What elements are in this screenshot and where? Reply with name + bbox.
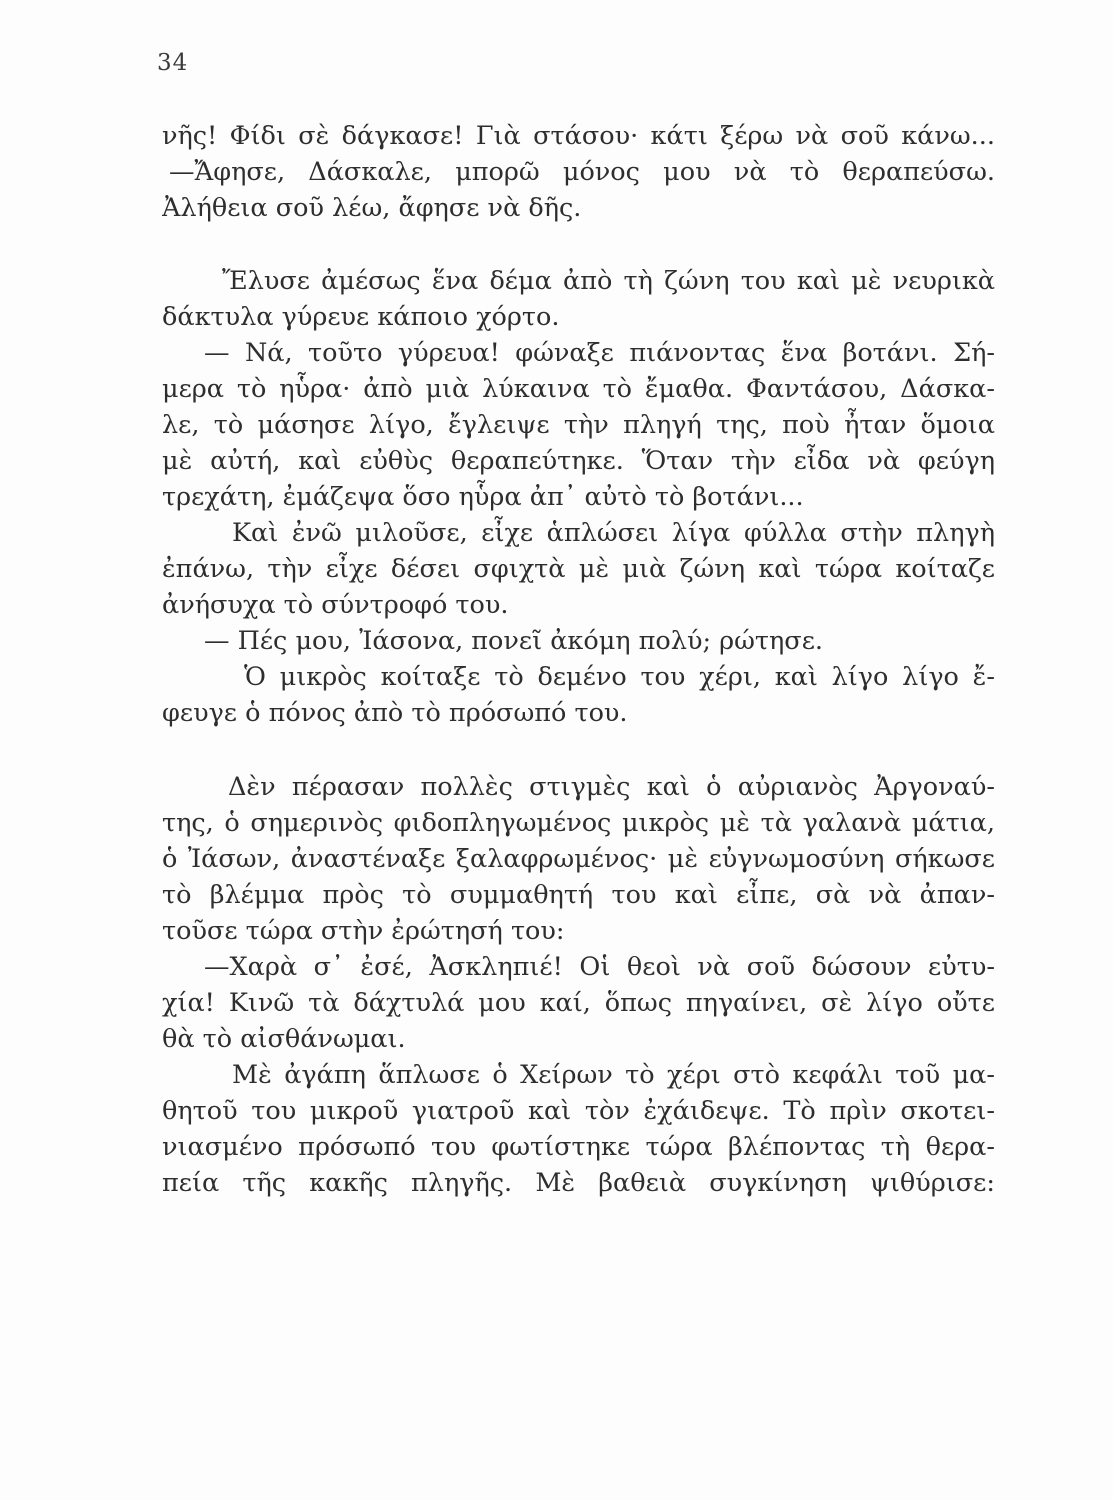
text-line: Ἔλυσε ἀμέσως ἕνα δέμα ἀπὸ τὴ ζώνη του καὶ μὲ νευρικὰ xyxy=(222,266,995,296)
text-line: χία! Κινῶ τὰ δάχτυλά μου καί, ὅπως πηγαίνει, σὲ λίγο οὔτε xyxy=(162,988,995,1018)
text-line: πεία τῆς κακῆς πληγῆς. Μὲ βαθειὰ συγκίνηση ψιθύρισε: xyxy=(162,1168,995,1198)
text-line: φευγε ὁ πόνος ἀπὸ τὸ πρόσωπό του. xyxy=(162,698,628,728)
text-line: Ὁ μικρὸς κοίταξε τὸ δεμένο του χέρι, καὶ λίγο λίγο ἔ- xyxy=(244,662,995,692)
text-line: ἀνήσυχα τὸ σύντροφό του. xyxy=(162,590,509,620)
text-line: Ἀλήθεια σοῦ λέω, ἄφησε νὰ δῆς. xyxy=(162,193,582,223)
text-line: τρεχάτη, ἐμάζεψα ὅσο ηὗρα ἀπ᾽ αὐτὸ τὸ βοτάνι... xyxy=(162,482,804,512)
text-line: — Νά, τοῦτο γύρευα! φώναξε πιάνοντας ἕνα βοτάνι. Σή- xyxy=(204,338,995,368)
text-line: ὁ Ἰάσων, ἀναστέναξε ξαλαφρωμένος· μὲ εὐγνωμοσύνη σήκωσε xyxy=(162,844,995,874)
text-line: μὲ αὐτή, καὶ εὐθὺς θεραπεύτηκε. Ὅταν τὴν εἶδα νὰ φεύγη xyxy=(162,446,995,476)
text-line: νιασμένο πρόσωπό του φωτίστηκε τώρα βλέποντας τὴ θερα- xyxy=(162,1132,995,1162)
section-gap xyxy=(162,731,995,769)
text-line: Δὲν πέρασαν πολλὲς στιγμὲς καὶ ὁ αὐριανὸς Ἀργοναύ- xyxy=(228,772,995,802)
text-line: θὰ τὸ αἰσθάνωμαι. xyxy=(162,1024,406,1054)
text-line: θητοῦ του μικροῦ γιατροῦ καὶ τὸν ἐχάιδεψε. Τὸ πρὶν σκοτει- xyxy=(162,1096,995,1126)
text-line: μερα τὸ ηὗρα· ἀπὸ μιὰ λύκαινα τὸ ἔμαθα. Φαντάσου, Δάσκα- xyxy=(162,374,995,404)
text-line: λε, τὸ μάσησε λίγο, ἔγλειψε τὴν πληγή της, ποὺ ἦταν ὅμοια xyxy=(162,410,995,440)
text-line: της, ὁ σημερινὸς φιδοπληγωμένος μικρὸς μὲ τὰ γαλανὰ μάτια, xyxy=(162,808,995,838)
text-line: νῆς! Φίδι σὲ δάγκασε! Γιὰ στάσου· κάτι ξέρω νὰ σοῦ κάνω... xyxy=(162,121,995,151)
page-number: 34 xyxy=(157,50,189,76)
section-gap xyxy=(162,226,995,263)
text-line: δάκτυλα γύρευε κάποιο χόρτο. xyxy=(162,302,560,332)
text-line: τοῦσε τώρα στὴν ἐρώτησή του: xyxy=(162,916,565,946)
text-line: Μὲ ἀγάπη ἅπλωσε ὁ Χείρων τὸ χέρι στὸ κεφάλι τοῦ μα- xyxy=(232,1060,995,1090)
text-line: —Χαρὰ σ᾽ ἐσέ, Ἀσκληπιέ! Οἱ θεοὶ νὰ σοῦ δώσουν εὐτυ- xyxy=(204,952,995,982)
text-line: — Πές μου, Ἰάσονα, πονεῖ ἀκόμη πολύ; ρώτησε. xyxy=(204,626,824,656)
body-text xyxy=(162,118,995,1201)
text-line: τὸ βλέμμα πρὸς τὸ συμμαθητή του καὶ εἶπε, σὰ νὰ ἀπαν- xyxy=(162,880,995,910)
text-line: Καὶ ἐνῶ μιλοῦσε, εἶχε ἁπλώσει λίγα φύλλα στὴν πληγὴ xyxy=(232,518,995,548)
text-line: —Ἄφησε, Δάσκαλε, μπορῶ μόνος μου νὰ τὸ θεραπεύσω. xyxy=(169,157,995,187)
text-line: ἐπάνω, τὴν εἶχε δέσει σφιχτὰ μὲ μιὰ ζώνη καὶ τώρα κοίταζε xyxy=(162,554,995,584)
